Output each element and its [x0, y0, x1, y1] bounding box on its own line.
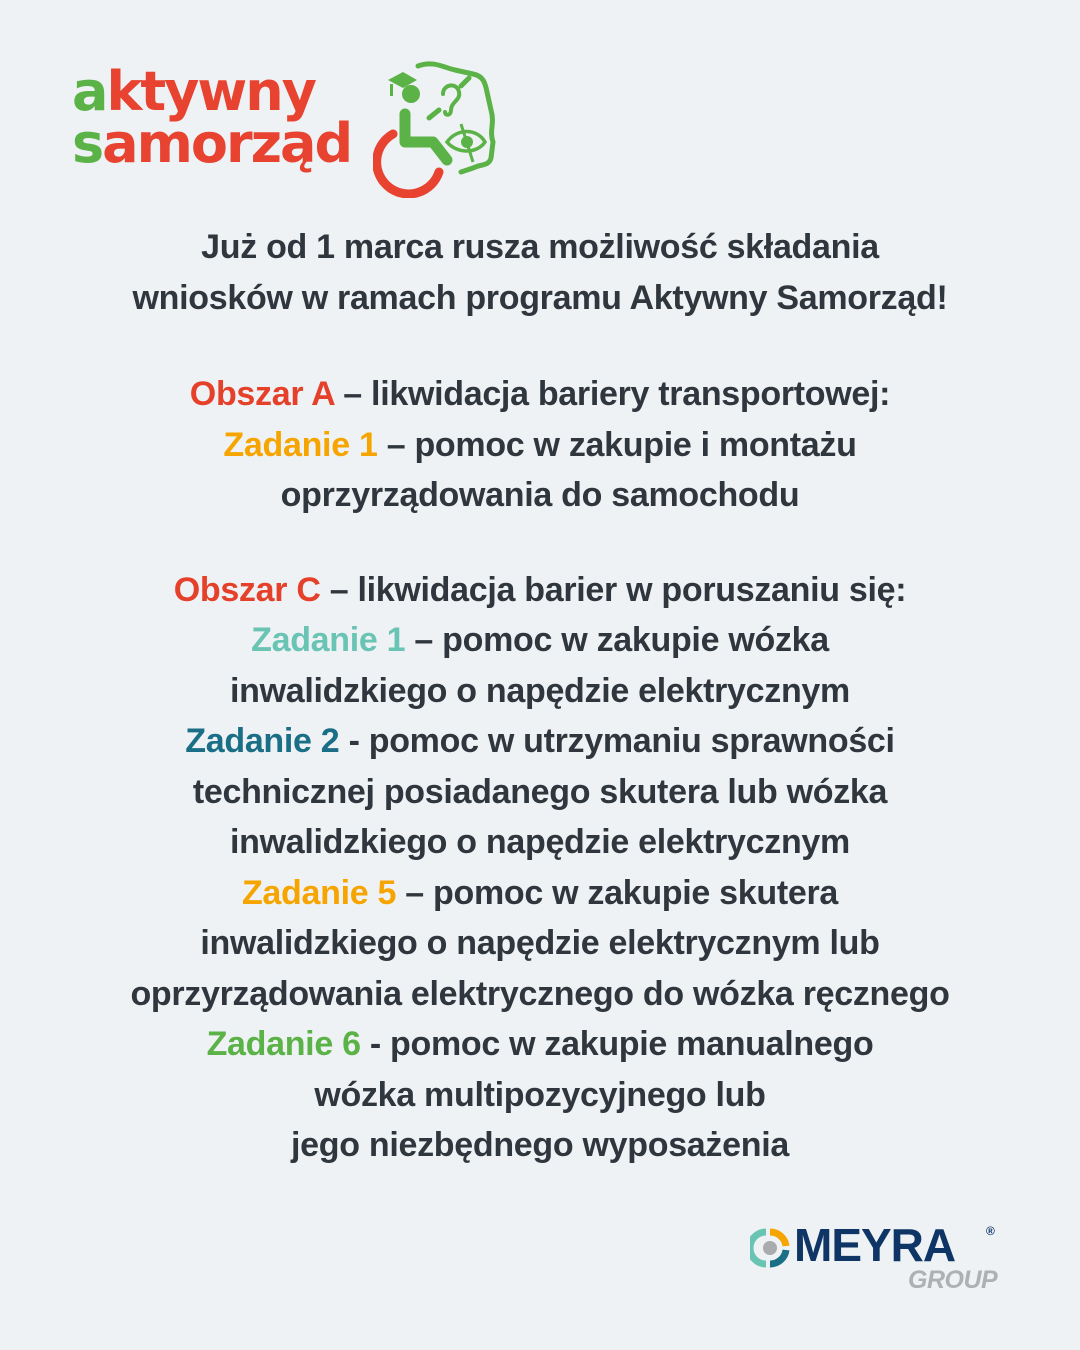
- task-text-line: wózka multipozycyjnego lub: [314, 1075, 766, 1114]
- area-a-task-1: [0, 420, 1080, 471]
- logo-word-samorzad: amorząd: [102, 112, 352, 175]
- announcement-body: [0, 222, 1080, 1171]
- aktywny-samorzad-logo: [72, 60, 513, 198]
- wheelchair-poland-map-icon: [373, 58, 513, 198]
- task-text-line: technicznej posiadanego skutera lub wózka: [192, 772, 888, 811]
- meyra-group-logo: [750, 1219, 1010, 1294]
- meyra-group-label: GROUP: [908, 1266, 998, 1294]
- logo-word-aktywny: ktywny: [106, 60, 315, 123]
- area-c-label: Obszar C: [173, 570, 321, 609]
- logo-wordmark: [72, 60, 352, 175]
- task-text: - pomoc w zakupie manualnego: [360, 1025, 874, 1063]
- headline-line-2: wniosków w ramach programu Aktywny Samorząd!: [132, 278, 948, 317]
- task-label: Zadanie 1: [251, 621, 406, 659]
- area-c-task-6: [0, 1019, 1080, 1070]
- headline-line-1: Już od 1 marca rusza możliwość składania: [201, 228, 879, 266]
- task-text-line: jego niezbędnego wyposażenia: [291, 1126, 789, 1164]
- task-text: – pomoc w zakupie i montażu: [377, 425, 857, 464]
- task-label: Zadanie 2: [185, 722, 340, 760]
- area-a-title: – likwidacja bariery transportowej:: [334, 375, 891, 413]
- task-text-line: inwalidzkiego o napędzie elektrycznym: [230, 823, 850, 861]
- task-text-line: oprzyrządowania do samochodu: [280, 476, 800, 514]
- task-text-line: inwalidzkiego o napędzie elektrycznym lub: [200, 924, 880, 962]
- area-c-task-5: [0, 868, 1080, 919]
- task-text: – pomoc w zakupie wózka: [405, 621, 829, 659]
- meyra-wordmark: MEYRA: [794, 1219, 956, 1271]
- task-text-line: oprzyrządowania elektrycznego do wózka ręcznego: [130, 974, 950, 1013]
- area-a-label: Obszar A: [189, 375, 335, 413]
- area-c-heading: [0, 565, 1080, 616]
- meyra-ring-icon: [750, 1228, 790, 1268]
- logo-letter-a: a: [72, 60, 107, 123]
- logo-letter-s: s: [72, 112, 103, 175]
- task-label: Zadanie 6: [206, 1025, 361, 1063]
- task-label: Zadanie 1: [223, 425, 378, 464]
- area-c-task-1: [0, 615, 1080, 666]
- registered-mark: ®: [986, 1224, 995, 1238]
- task-text: - pomoc w utrzymaniu sprawności: [339, 722, 895, 760]
- area-c-title: – likwidacja barier w poruszaniu się:: [320, 570, 907, 609]
- task-label: Zadanie 5: [241, 873, 397, 912]
- task-text: – pomoc w zakupie skutera: [396, 873, 839, 912]
- area-c-task-2: [0, 716, 1080, 767]
- area-a-heading: [0, 369, 1080, 420]
- task-text-line: inwalidzkiego o napędzie elektrycznym: [230, 671, 850, 710]
